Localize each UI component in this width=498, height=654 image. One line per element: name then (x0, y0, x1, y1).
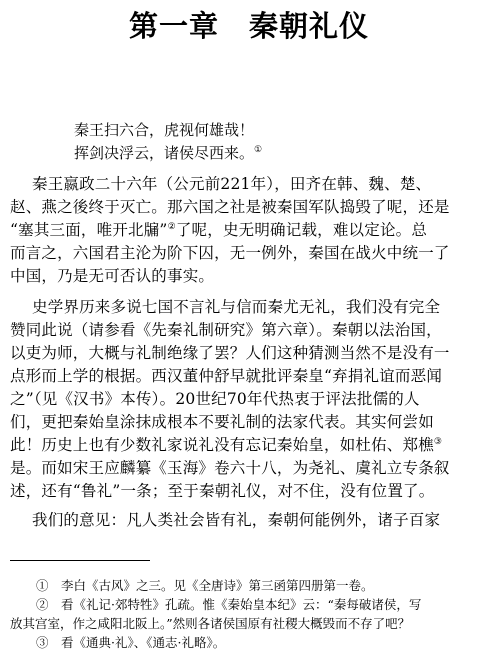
body-line: 中国，乃是无可否认的事实。 (10, 267, 215, 285)
body-line: 而言之，六国君主沦为阶下囚，无一例外，秦国在战火中统一了 (10, 244, 450, 262)
footnote-ref-2: ② (167, 221, 176, 232)
footnote-divider (10, 560, 150, 561)
body-line: 秦王嬴政二十六年（公元前221年），田齐在韩、魏、楚、 (32, 175, 432, 193)
body-line (10, 433, 442, 455)
body-line: 以吏为师，大概与礼制绝缘了罢？人们这种猜测当然不是没有一 (10, 344, 450, 362)
body-line: 我们的意见：凡人类社会皆有礼，秦朝何能例外，诸子百家 (32, 511, 441, 529)
epigraph-line-2-text: 挥剑决浮云，诸侯尽西来。 (74, 144, 255, 162)
body-line: 述，还有“鲁礼”一条；至于秦朝礼仪，对不住，没有位置了。 (10, 482, 435, 500)
body-line-part: 了呢，史无明确记载，难以定论。总 (175, 221, 428, 239)
footnote-2: ② 看《礼记·郊特牲》孔疏。惟《秦始皇本纪》云：“秦每破诸侯，写 (36, 597, 422, 612)
body-line: 史学界历来多说七国不言礼与信而秦尤无礼，我们没有完全 (32, 298, 441, 316)
footnote-3: ③ 看《通典·礼》、《通志·礼略》。 (36, 635, 226, 650)
body-line-part: “塞其三面，唯开北牖” (10, 221, 168, 239)
footnote-2-continued: 放其宫室，作之咸阳北阪上。”然则各诸侯国原有社稷大概毁而不存了吧？ (10, 616, 411, 631)
footnote-1: ① 李白《古风》之三。见《全唐诗》第三函第四册第一卷。 (36, 578, 374, 593)
chapter-title: 第一章 秦朝礼仪 (128, 9, 369, 43)
body-line: 是。而如宋王应麟纂《玉海》卷六十八，为尧礼、虞礼立专条叙 (10, 459, 450, 477)
body-line: 赵、燕之後终于灭亡。那六国之社是被秦国军队捣毁了呢，还是 (10, 198, 450, 216)
body-line: 之”（见《汉书》本传）。20世纪70年代热衷于评法批儒的人 (10, 390, 420, 408)
footnote-ref-1: ① (254, 145, 263, 155)
body-line (10, 218, 427, 240)
epigraph-line-1: 秦王扫六合，虎视何雄哉！ (74, 121, 255, 139)
body-line: 赞同此说（请参看《先秦礼制研究》第六章）。秦朝以法治国， (10, 321, 442, 339)
body-line: 点形而上学的根据。西汉董仲舒早就批评秦皇“弃捐礼谊而恶闻 (10, 367, 443, 385)
body-line-part: 此！历史上也有少数礼家说礼没有忘记秦始皇，如杜佑、郑樵 (10, 436, 434, 454)
body-line: 们，更把秦始皇涂抹成根本不要礼制的法家代表。其实何尝如 (10, 413, 434, 431)
footnote-ref-3: ③ (433, 436, 443, 447)
epigraph-line-2 (74, 142, 262, 163)
